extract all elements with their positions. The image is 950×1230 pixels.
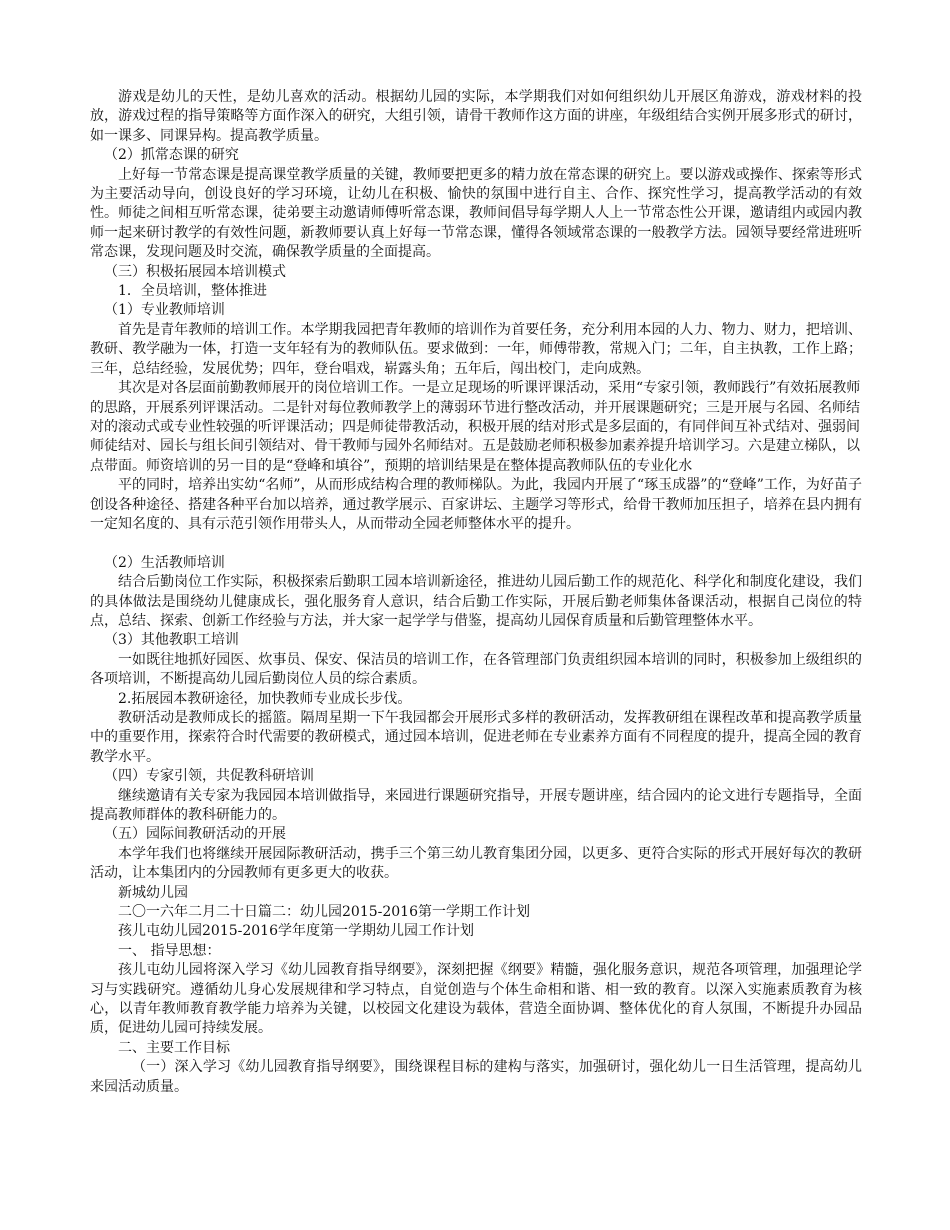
paragraph: 首先是青年教师的培训工作。本学期我园把青年教师的培训作为首要任务，充分利用本园的人力、物力、财力，把培训、教研、教学融为一体，打造一支年轻有为的教师队伍。要求做到：一年，师傅带教，常规入门；二年，自主执教，工作上路；三年，总结经验，发展优势；四年，登台唱戏，崭露头角；五年后，闯出校门，走向成熟。 [90,321,862,377]
paragraph: 本学年我们也将继续开展园际教研活动，携手三个第三幼儿教育集团分园，以更多、更符合实际的形式开展好每次的教研活动，让本集团内的分园教师有更多更大的收获。 [90,845,862,882]
paragraph: （1）专业教师培训 [104,302,225,319]
paragraph: （四）专家引领，共促教科研培训 [104,768,314,785]
paragraph: 游戏是幼儿的天性，是幼儿喜欢的活动。根据幼儿园的实际，本学期我们对如何组织幼儿开展区角游戏，游戏材料的投放，游戏过程的指导策略等方面作深入的研究，大组引领，请骨干教师作这方面的讲座，年级组结合实例开展多形式的研讨，如一课多、同课异构。提高教学质量。 [90,89,862,144]
paragraph: 结合后勤岗位工作实际，积极探索后勤职工园本培训新途径，推进幼儿园后勤工作的规范化、科学化和制度化建设，我们的具体做法是围绕幼儿健康成长，强化服务育人意识，结合后勤工作实际，开展后勤老师集体备课活动，根据自己岗位的特点，总结、探索、创新工作经验与方法，并大家一起学学与借鉴，提高幼儿园保育质量和后勤管理整体水平。 [90,574,862,629]
paragraph: （3）其他教职工培训 [104,632,239,649]
paragraph: 教研活动是教师成长的摇篮。隔周星期一下午我园都会开展形式多样的教研活动，发挥教研组在课程改革和提高教学质量中的重要作用，探索符合时代需要的教研模式，通过园本培训，促进老师在专业素养方面有不同程度的提升，提高全园的教育教学水平。 [90,709,862,765]
paragraph: 一如既往地抓好园医、炊事员、保安、保洁员的培训工作，在各管理部门负责组织园本培训的同时，积极参加上级组织的各项培训，不断提高幼儿园后勤岗位人员的综合素质。 [90,651,862,688]
paragraph: （一）深入学习《幼儿园教育指导纲要》，围绕课程目标的建构与落实，加强研讨，强化幼儿一日生活管理，提高幼儿来园活动质量。 [90,1059,862,1095]
paragraph: （五）园际间教研活动的开展 [104,826,286,843]
blank-line [90,534,862,553]
paragraph: （三）积极拓展园本培训模式 [104,263,286,280]
paragraph: 1．全员培训，整体推进 [118,283,267,300]
paragraph: 一、 指导思想： [118,942,221,959]
paragraph: 二、主要工作目标 [118,1039,230,1056]
paragraph: 孩儿屯幼儿园2015-2016学年度第一学期幼儿园工作计划 [118,923,474,940]
paragraph: 其次是对各层面前勤教师展开的岗位培训工作。一是立足现场的听课评课活动，采用“专家引领，教师践行”有效拓展教师的思路，开展系列评课活动。二是针对每位教师教学上的薄弱环节进行整改活动，并开展课题研究；三是开展与名园、名师结对的滚动式或专业性较强的听评课活动；四是师徒带教活动，积极开展的结对形式是多层面的，有同伴间互补式结对、强弱间师徒结对、园长与组长间引领结对、骨干教师与园外名师结对。五是鼓励老师积极参加素养提升培训学习。六是建立梯队，以点带面。师资培训的另一目的是“登峰和填谷”，预期的培训结果是在整体提高教师队伍的专业化水 [90,380,861,474]
paragraph: 新城幼儿园 [118,884,188,901]
paragraph: 二〇一六年二月二十日篇二：幼儿园2015-2016第一学期工作计划 [118,904,530,921]
paragraph: （2）抓常态课的研究 [104,147,239,164]
paragraph: （2）生活教师培训 [104,554,225,571]
paragraph: 2.拓展园本教研途径，加快教师专业成长步伐。 [118,690,412,707]
paragraph: 继续邀请有关专家为我园园本培训做指导，来园进行课题研究指导，开展专题讲座，结合园内的论文进行专题指导，全面提高教师群体的教科研能力的。 [90,787,862,824]
paragraph: 孩儿屯幼儿园将深入学习《幼儿园教育指导纲要》，深刻把握《纲要》精髓，强化服务意识，规范各项管理，加强理论学习与实践研究。遵循幼儿身心发展规律和学习特点，自觉创造与个体生命相和谐、相一致的教育。以深入实施素质教育为核心，以青年教师教育教学能力培养为关键，以校园文化建设为载体，营造全面协调、整体优化的育人氛围，不断提升办园品质，促进幼儿园可持续发展。 [90,962,862,1037]
paragraph: 平的同时，培养出实幼“名师”，从而形成结构合理的教师梯队。为此，我园内开展了“琢玉成器”的“登峰”工作，为好苗子创设各种途径、搭建各种平台加以培养，通过教学展示、百家讲坛、主题学习等形式，给骨干教师加压担子，培养在县内拥有一定知名度的、具有示范引领作用带头人，从而带动全园老师整体水平的提升。 [90,477,862,532]
paragraph: 上好每一节常态课是提高课堂教学质量的关键，教师要把更多的精力放在常态课的研究上。要以游戏或操作、探索等形式为主要活动导向，创设良好的学习环境，让幼儿在积极、愉快的氛围中进行自主、合作、探究性学习，提高教学活动的有效性。师徒之间相互听常态课，徒弟要主动邀请师傅听常态课，教师间倡导每学期人人上一节常态性公开课，邀请组内或园内教师一起来研讨教学的有效性问题，新教师要认真上好每一节常态课，懂得各领域常态课的一般教学方法。园领导要经常进班听常态课，发现问题及时交流，确保教学质量的全面提高。 [90,166,862,261]
